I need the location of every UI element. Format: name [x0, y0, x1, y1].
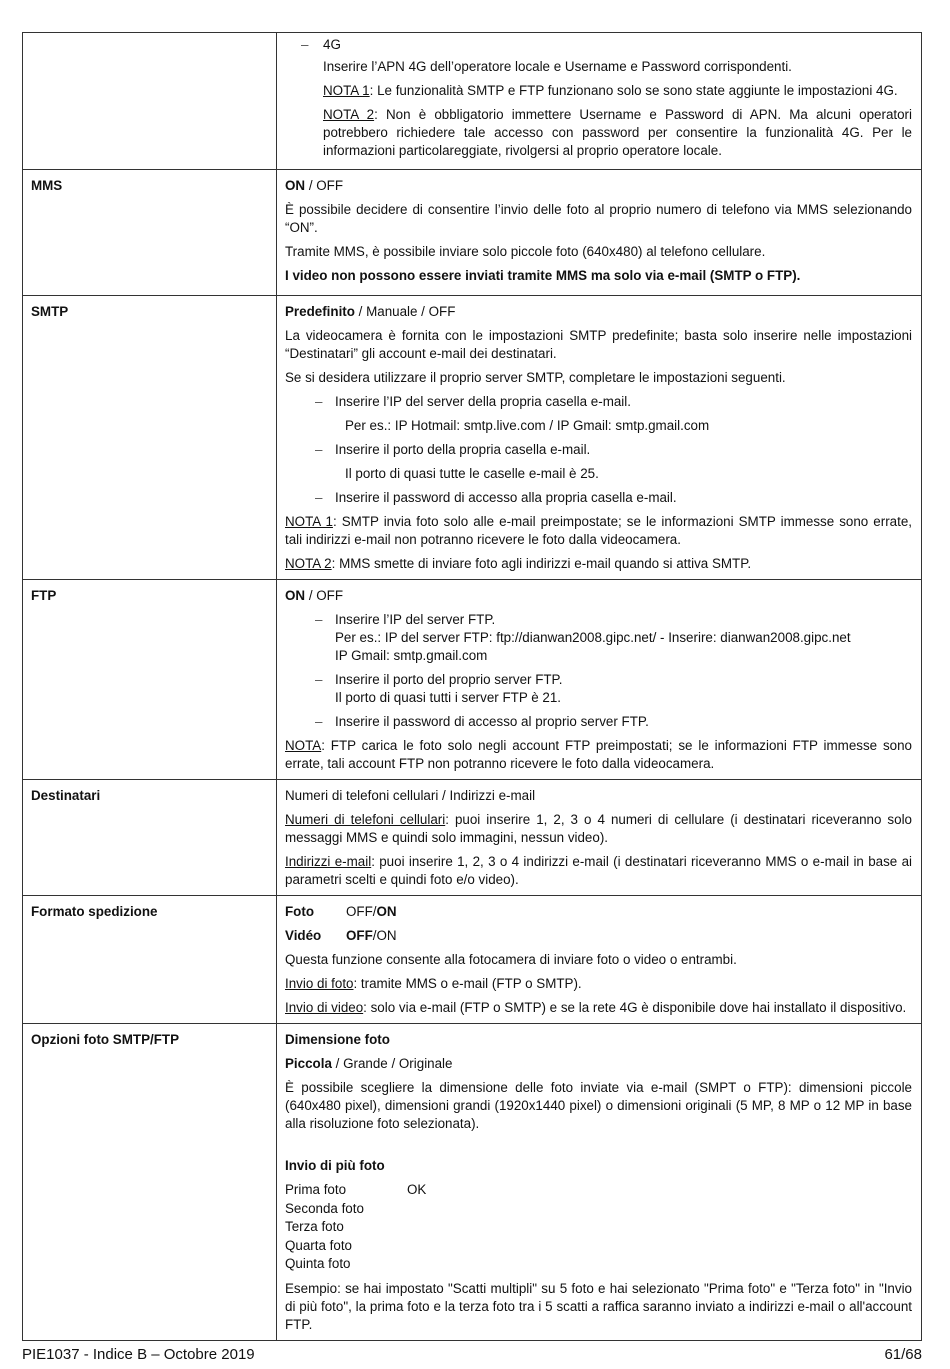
- table-row-opzioni: [23, 1024, 922, 1341]
- footer-document-ref: PIE1037 - Indice B – Octobre 2019: [22, 1346, 255, 1363]
- ftp-nota: NOTA: FTP carica le foto solo negli account FTP preimpostati; se le informazioni FTP immesse sono errate, tali account FTP non potranno ricevere le foto dalla videocamera.: [285, 738, 912, 771]
- ftp-bullet-1: – Inserire l’IP del server FTP. Per es.: IP del server FTP: ftp://dianwan2008.gipc.net/ - Inserire: dianwan2008.gipc.net IP Gmail: smtp.gmail.com: [315, 612, 851, 663]
- list-item: Quarta foto: [285, 1237, 352, 1253]
- row-content-destinatari: [277, 780, 922, 896]
- list-item: Seconda foto: [285, 1200, 364, 1216]
- opzioni-photo-list: [285, 1181, 912, 1274]
- 4g-nota1: NOTA 1: Le funzionalità SMTP e FTP funzionano solo se sono state aggiunte le impostazioni 4G.: [323, 83, 898, 98]
- row-label-formato: Formato spedizione: [23, 896, 277, 1024]
- row-content-ftp: [277, 580, 922, 780]
- ftp-bullet-2: – Inserire il porto del proprio server FTP. Il porto di quasi tutti i server FTP è 21.: [315, 672, 563, 705]
- settings-table: [22, 32, 922, 1341]
- mms-options: ON / OFF: [285, 178, 344, 193]
- row-label-destinatari: Destinatari: [23, 780, 277, 896]
- table-row-mms: [23, 170, 922, 296]
- formato-foto: Foto OFF/ON: [285, 904, 397, 919]
- list-item: Quinta foto: [285, 1256, 351, 1272]
- row-label-mms: MMS: [23, 170, 277, 296]
- row-content-opzioni: [277, 1024, 922, 1341]
- 4g-nota2: NOTA 2: Non è obbligatorio immettere Username e Password di APN. Ma alcuni operatori potrebbero richiedere tale accesso con password per consentire la funzionalità 4G. Per le informazioni particolareggiate, rivolgersi al proprio operatore locale.: [323, 107, 912, 158]
- opzioni-heading-invio: Invio di più foto: [285, 1158, 385, 1173]
- smtp-bullet-2: – Inserire il porto della propria casella e-mail.: [315, 442, 591, 457]
- row-content-4g: [277, 33, 922, 170]
- dest-options: Numeri di telefoni cellulari / Indirizzi e-mail: [285, 788, 536, 803]
- opzioni-options: Piccola / Grande / Originale: [285, 1056, 453, 1071]
- opzioni-heading-dimensione: Dimensione foto: [285, 1032, 390, 1047]
- row-label-ftp: FTP: [23, 580, 277, 780]
- table-row-ftp: [23, 580, 922, 780]
- row-content-formato: [277, 896, 922, 1024]
- smtp-nota1: NOTA 1: SMTP invia foto solo alle e-mail preimpostate; se le informazioni SMTP immesse sono errate, tali indirizzi e-mail non potranno ricevere le foto dalla videocamera.: [285, 514, 912, 547]
- row-label-empty: [23, 33, 277, 170]
- smtp-bullet-3: – Inserire il password di accesso alla propria casella e-mail.: [315, 490, 677, 505]
- smtp-options: Predefinito / Manuale / OFF: [285, 304, 456, 319]
- mms-text-2: Tramite MMS, è possibile inviare solo piccole foto (640x480) al telefono cellulare.: [285, 244, 766, 259]
- formato-text: Questa funzione consente alla fotocamera di inviare foto o video o entrambi.: [285, 952, 737, 967]
- bullet-4g: 4G: [323, 37, 341, 52]
- opzioni-text-2: Esempio: se hai impostato "Scatti multipli" su 5 foto e hai selezionato "Prima foto" e "Terza foto" in "Invio di più foto", la prima foto e la terza foto tra i 5 scatti a raffica saranno inviato a indirizzi e-mail o all'account FTP.: [285, 1280, 912, 1332]
- formato-invio-foto: Invio di foto: tramite MMS o e-mail (FTP o SMTP).: [285, 976, 582, 991]
- smtp-text-2: Se si desidera utilizzare il proprio server SMTP, completare le impostazioni seguenti.: [285, 370, 786, 385]
- formato-video: Vidéo OFF/ON: [285, 928, 397, 943]
- ftp-bullet-3: – Inserire il password di accesso al proprio server FTP.: [315, 714, 649, 729]
- table-row-4g-continued: [23, 33, 922, 170]
- dest-email: Indirizzi e-mail: puoi inserire 1, 2, 3 o 4 indirizzi e-mail (i destinatari riceveranno MMS o e-mail in base ai parametri scelti e quindi foto e/o video).: [285, 854, 912, 887]
- row-content-smtp: [277, 296, 922, 580]
- table-row-destinatari: [23, 780, 922, 896]
- table-row-formato: [23, 896, 922, 1024]
- ftp-options: ON / OFF: [285, 588, 344, 603]
- smtp-text-1: La videocamera è fornita con le impostazioni SMTP predefinite; basta solo inserire nelle impostazioni “Destinatari” gli account e-mail dei destinatari.: [285, 328, 912, 361]
- list-item: Terza foto: [285, 1219, 344, 1235]
- list-item: Prima foto OK: [285, 1182, 427, 1197]
- smtp-bullet-2-example: Il porto di quasi tutte le caselle e-mail è 25.: [345, 466, 599, 481]
- footer-page-number: 61/68: [884, 1346, 922, 1363]
- table-row-smtp: [23, 296, 922, 580]
- formato-invio-video: Invio di video: solo via e-mail (FTP o SMTP) e se la rete 4G è disponibile dove hai installato il dispositivo.: [285, 1000, 907, 1015]
- bullet-dash: –: [301, 37, 309, 52]
- smtp-nota2: NOTA 2: MMS smette di inviare foto agli indirizzi e-mail quando si attiva SMTP.: [285, 556, 752, 571]
- row-content-mms: [277, 170, 922, 296]
- 4g-apn-text: Inserire l’APN 4G dell’operatore locale e Username e Password corrispondenti.: [323, 59, 792, 74]
- dest-numeri: Numeri di telefoni cellulari: puoi inserire 1, 2, 3 o 4 numeri di cellulare (i destinatari riceveranno solo messaggi MMS e quindi solo immagini, nessun video).: [285, 812, 912, 845]
- row-label-opzioni: Opzioni foto SMTP/FTP: [23, 1024, 277, 1341]
- mms-text-3: I video non possono essere inviati tramite MMS ma solo via e-mail (SMTP o FTP).: [285, 268, 801, 283]
- row-label-smtp: SMTP: [23, 296, 277, 580]
- smtp-bullet-1: – Inserire l’IP del server della propria casella e-mail.: [315, 394, 631, 409]
- opzioni-text-1: È possibile scegliere la dimensione delle foto inviate via e-mail (SMPT o FTP): dimensioni piccole (640x480 pixel), dimensioni grandi (1920x1440 pixel) o dimensioni originali (5 MP, 8 MP o 12 MP in base alla risoluzione foto selezionata).: [285, 1080, 912, 1131]
- smtp-bullet-1-example: Per es.: IP Hotmail: smtp.live.com / IP Gmail: smtp.gmail.com: [345, 418, 710, 433]
- mms-text-1: È possibile decidere di consentire l’invio delle foto al proprio numero di telefono via MMS selezionando “ON”.: [285, 202, 912, 235]
